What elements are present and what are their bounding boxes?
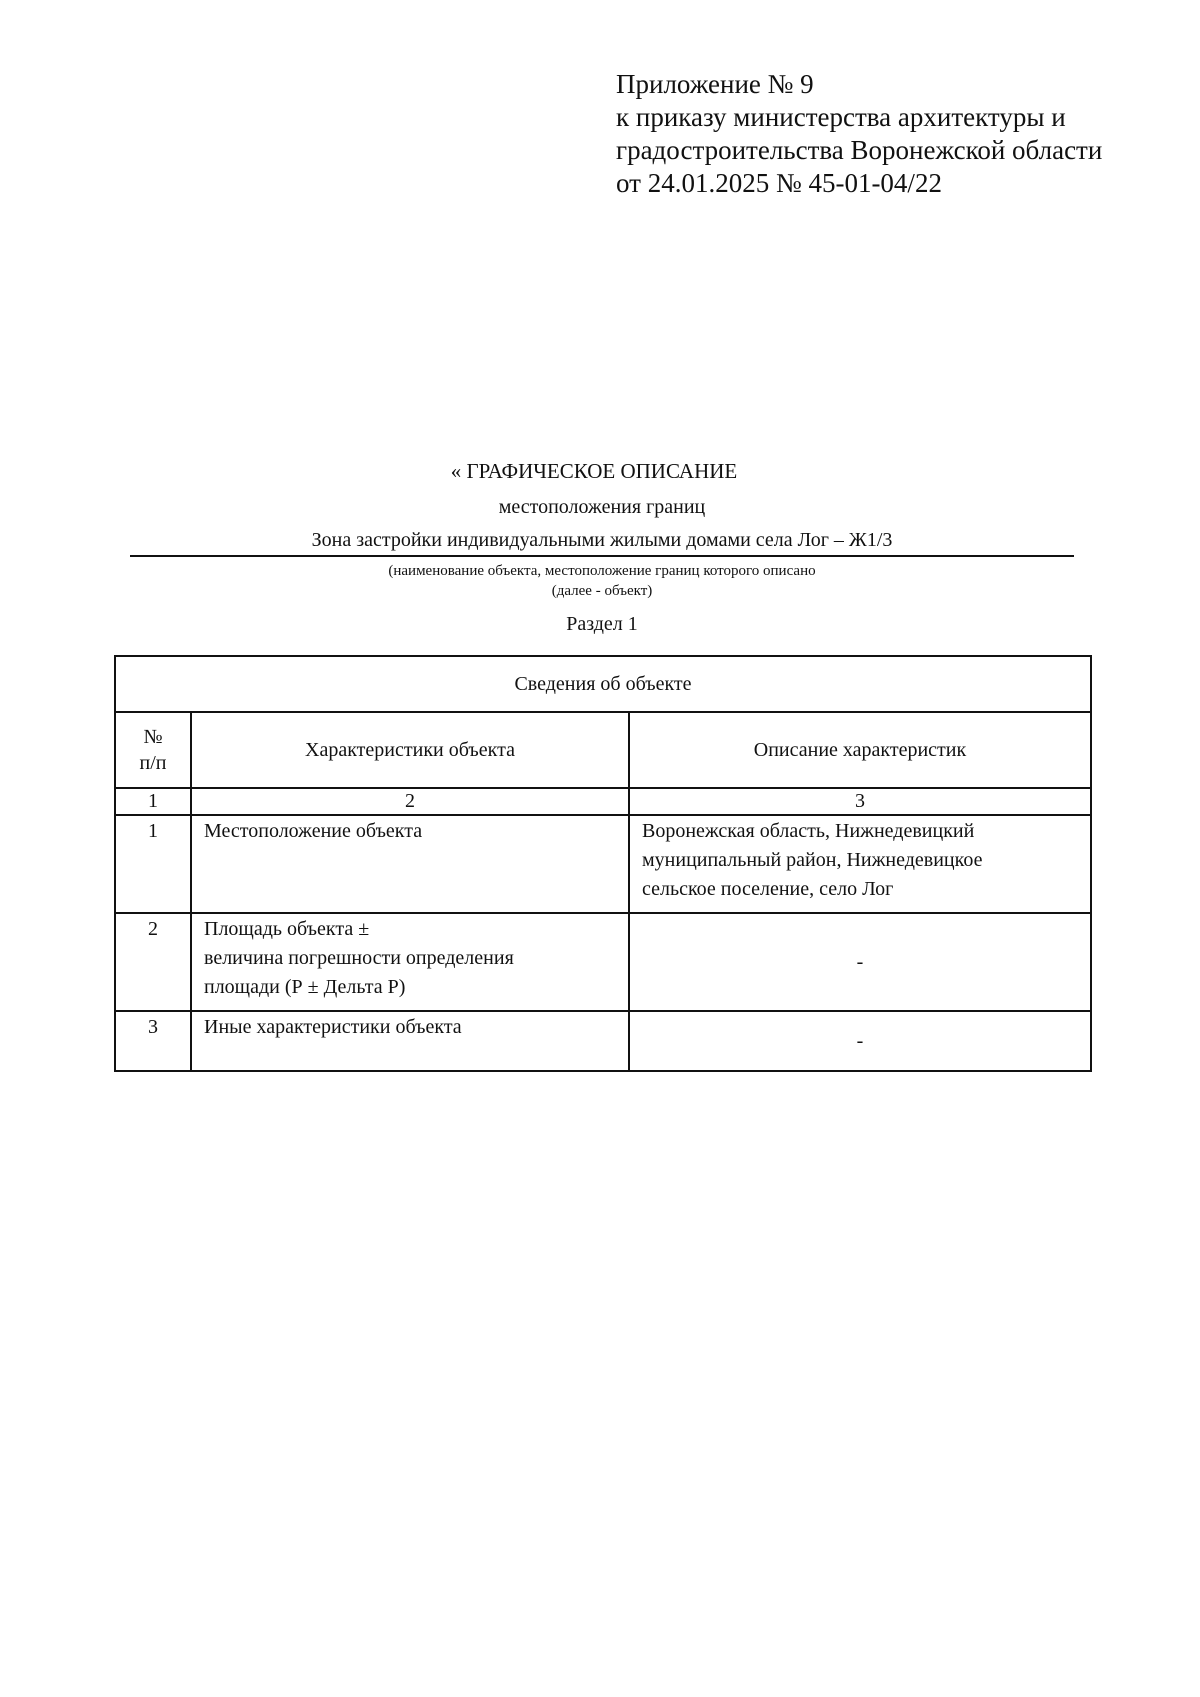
header-number-symbol: № xyxy=(143,726,163,748)
row-characteristic: Иные характеристики объекта xyxy=(191,1011,629,1071)
table-header-row xyxy=(115,712,1091,788)
object-note-line: (наименование объекта, местоположение границ которого описано xyxy=(388,563,816,579)
table-row xyxy=(115,913,1091,1011)
object-info-table xyxy=(114,655,1092,1072)
table-index-row xyxy=(115,788,1091,815)
column-index: 2 xyxy=(191,788,629,815)
header-description: Описание характеристик xyxy=(629,712,1091,788)
object-note-line: (далее - объект) xyxy=(551,583,653,599)
table-row xyxy=(115,815,1091,913)
description-line: Воронежская область, Нижнедевицкий xyxy=(642,820,975,842)
row-number: 1 xyxy=(115,815,191,913)
description-line: муниципальный район, Нижнедевицкое xyxy=(642,849,983,871)
document-subtitle: местоположения границ xyxy=(498,496,706,518)
characteristic-line: Площадь объекта ± xyxy=(204,918,370,940)
appendix-title: Приложение № 9 xyxy=(616,69,814,99)
section-label: Раздел 1 xyxy=(566,613,638,635)
table-caption: Сведения об объекте xyxy=(115,656,1091,712)
appendix-ministry-line: градостроительства Воронежской области xyxy=(616,135,1103,165)
row-characteristic xyxy=(191,913,629,1011)
row-description xyxy=(629,815,1091,913)
header-characteristics: Характеристики объекта xyxy=(191,712,629,788)
row-description: - xyxy=(629,1011,1091,1071)
row-number: 3 xyxy=(115,1011,191,1071)
header-number-abbr: п/п xyxy=(139,752,167,774)
characteristic-line: величина погрешности определения xyxy=(204,947,514,969)
row-description: - xyxy=(629,913,1091,1011)
description-line: сельское поселение, село Лог xyxy=(642,878,894,900)
row-number: 2 xyxy=(115,913,191,1011)
characteristic-line: площади (Р ± Дельта Р) xyxy=(204,976,406,998)
document-title: « ГРАФИЧЕСКОЕ ОПИСАНИЕ xyxy=(450,459,738,483)
row-characteristic: Местоположение объекта xyxy=(191,815,629,913)
document-header xyxy=(130,458,1074,637)
column-index: 1 xyxy=(115,788,191,815)
column-index: 3 xyxy=(629,788,1091,815)
appendix-order-line: к приказу министерства архитектуры и xyxy=(616,102,1066,132)
appendix-date-line: от 24.01.2025 № 45-01-04/22 xyxy=(616,168,942,198)
object-name-note xyxy=(130,561,1074,601)
table-row xyxy=(115,1011,1091,1071)
appendix-block xyxy=(616,68,1176,200)
table-caption-row xyxy=(115,656,1091,712)
object-name: Зона застройки индивидуальными жилыми домами села Лог – Ж1/3 xyxy=(130,527,1074,557)
header-number xyxy=(115,712,191,788)
